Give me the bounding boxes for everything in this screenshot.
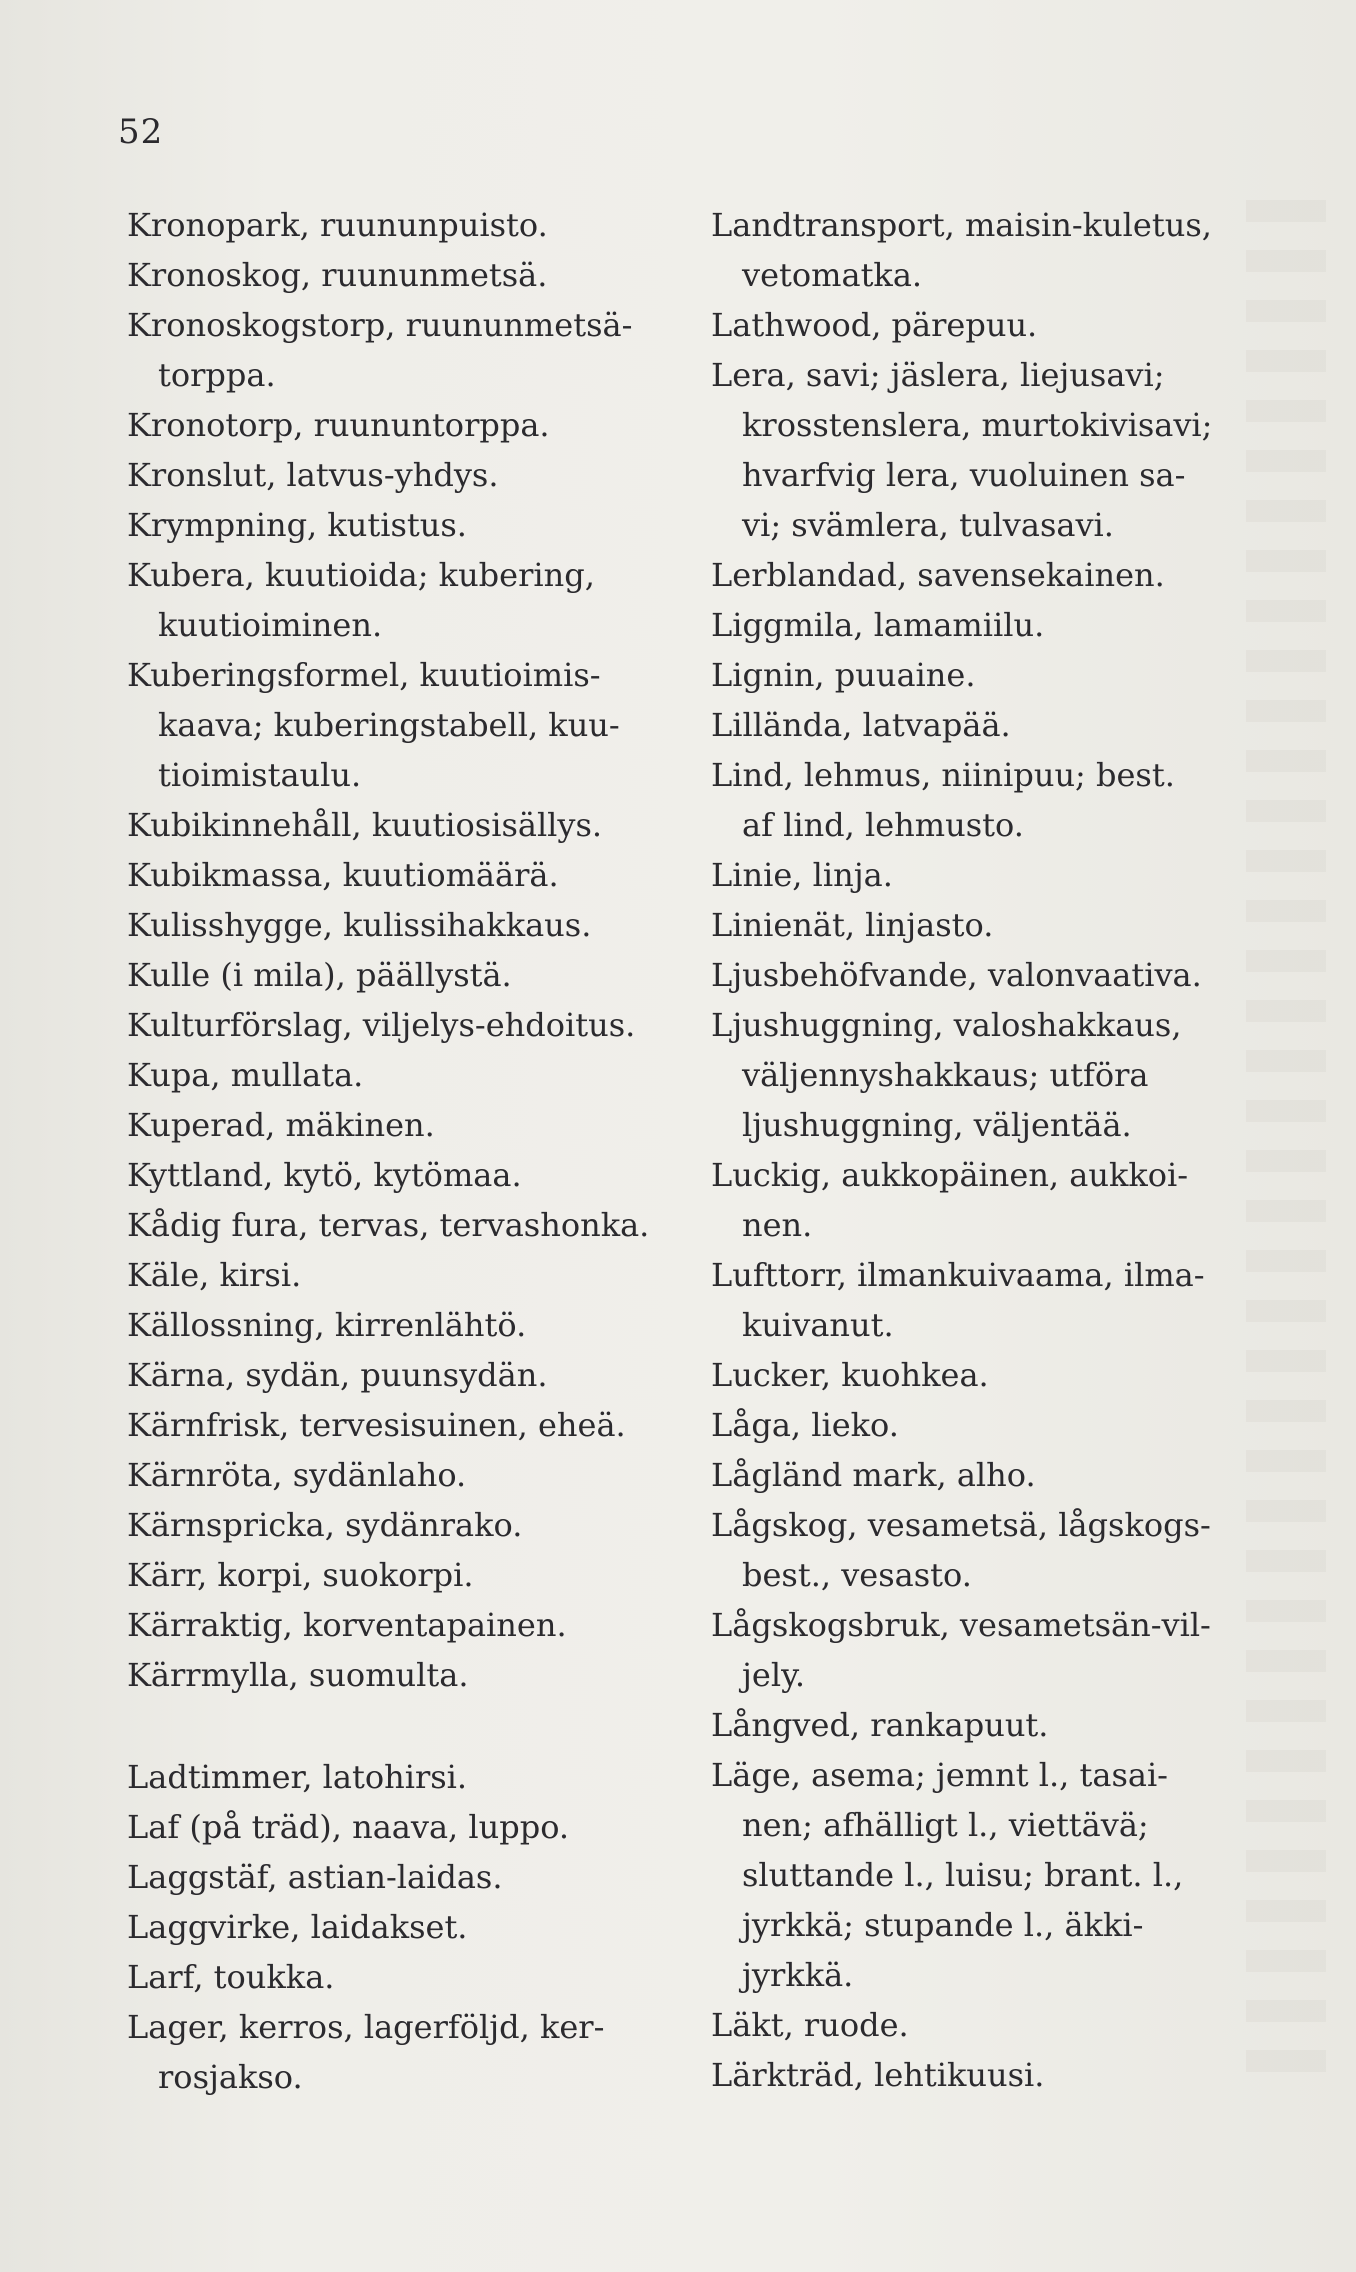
dictionary-entry: Luckig, aukkopäinen, aukkoi- nen. xyxy=(711,1156,1189,1244)
dictionary-entry: Långved, rankapuut. xyxy=(711,1706,1049,1744)
right-column xyxy=(711,200,1251,2100)
dictionary-entry: Lager, kerros, lagerföljd, ker- rosjakso. xyxy=(127,2008,605,2096)
dictionary-entry: Kronotorp, ruununtorppa. xyxy=(127,406,550,444)
dictionary-entry: Läge, asema; jemnt l., tasai- nen; afhälligt l., viettävä; sluttande l., luisu; brant. l., jyrkkä; stupande l., äkki- jyrkkä. xyxy=(711,1756,1184,1994)
dictionary-entry: Kulturförslag, viljelys-ehdoitus. xyxy=(127,1006,636,1044)
dictionary-entry: Linienät, linjasto. xyxy=(711,906,994,944)
dictionary-entry: Ljushuggning, valoshakkaus, väljennyshakkaus; utföra ljushuggning, väljentää. xyxy=(711,1006,1182,1144)
dictionary-entry: Kubikmassa, kuutiomäärä. xyxy=(127,856,559,894)
dictionary-entry: Kronopark, ruununpuisto. xyxy=(127,206,548,244)
dictionary-entry: Laggvirke, laidakset. xyxy=(127,1908,468,1946)
dictionary-entry: Krympning, kutistus. xyxy=(127,506,467,544)
left-column xyxy=(127,200,687,2102)
dictionary-entry: Larf, toukka. xyxy=(127,1958,335,1996)
left-entries-l xyxy=(127,1752,687,2102)
left-entries-k xyxy=(127,200,687,1700)
dictionary-entry: Lågskog, vesametsä, lågskogs- best., vesasto. xyxy=(711,1506,1211,1594)
dictionary-entry: Lucker, kuohkea. xyxy=(711,1356,989,1394)
dictionary-entry: Lågländ mark, alho. xyxy=(711,1456,1036,1494)
right-entries-l xyxy=(711,200,1251,2100)
dictionary-entry: Laf (på träd), naava, luppo. xyxy=(127,1808,570,1846)
dictionary-entry: Käle, kirsi. xyxy=(127,1256,302,1294)
dictionary-entry: Lufttorr, ilmankuivaama, ilma- kuivanut. xyxy=(711,1256,1205,1344)
dictionary-entry: Kådig fura, tervas, tervashonka. xyxy=(127,1206,650,1244)
dictionary-entry: Låga, lieko. xyxy=(711,1406,899,1444)
dictionary-entry: Kubikinnehåll, kuutiosisällys. xyxy=(127,806,603,844)
dictionary-entry: Kärraktig, korventapainen. xyxy=(127,1606,567,1644)
dictionary-entry: Kronslut, latvus-yhdys. xyxy=(127,456,499,494)
dictionary-entry: Lärkträd, lehtikuusi. xyxy=(711,2056,1045,2094)
dictionary-entry: Kärr, korpi, suokorpi. xyxy=(127,1556,474,1594)
dictionary-entry: Ladtimmer, latohirsi. xyxy=(127,1758,468,1796)
dictionary-entry: Lågskogsbruk, vesametsän-vil- jely. xyxy=(711,1606,1211,1694)
dictionary-entry: Lerblandad, savensekainen. xyxy=(711,556,1165,594)
dictionary-entry: Kulisshygge, kulissihakkaus. xyxy=(127,906,592,944)
dictionary-entry: Lind, lehmus, niinipuu; best. af lind, lehmusto. xyxy=(711,756,1175,844)
dictionary-entry: Kärnspricka, sydänrako. xyxy=(127,1506,523,1544)
dictionary-entry: Kuperad, mäkinen. xyxy=(127,1106,435,1144)
dictionary-entry: Kärrmylla, suomulta. xyxy=(127,1656,469,1694)
dictionary-entry: Lera, savi; jäslera, liejusavi; krosstenslera, murtokivisavi; hvarfvig lera, vuoluinen sa- vi; svämlera, tulvasavi. xyxy=(711,356,1213,544)
dictionary-entry: Kronoskog, ruununmetsä. xyxy=(127,256,548,294)
dictionary-entry: Kronoskogstorp, ruununmetsä- torppa. xyxy=(127,306,633,394)
dictionary-entry: Kärnfrisk, tervesisuinen, eheä. xyxy=(127,1406,626,1444)
dictionary-entry: Kuberingsformel, kuutioimis- kaava; kuberingstabell, kuu- tioimistaulu. xyxy=(127,656,620,794)
dictionary-entry: Kulle (i mila), päällystä. xyxy=(127,956,512,994)
dictionary-entry: Lignin, puuaine. xyxy=(711,656,976,694)
dictionary-entry: Liggmila, lamamiilu. xyxy=(711,606,1045,644)
page-number: 52 xyxy=(118,112,164,152)
dictionary-entry: Läkt, ruode. xyxy=(711,2006,909,2044)
dictionary-entry: Ljusbehöfvande, valonvaativa. xyxy=(711,956,1202,994)
dictionary-entry: Kupa, mullata. xyxy=(127,1056,364,1094)
dictionary-entry: Kyttland, kytö, kytömaa. xyxy=(127,1156,522,1194)
dictionary-entry: Kärnröta, sydänlaho. xyxy=(127,1456,467,1494)
dictionary-entry: Landtransport, maisin-kuletus, vetomatka. xyxy=(711,206,1212,294)
dictionary-entry: Laggstäf, astian-laidas. xyxy=(127,1858,503,1896)
dictionary-entry: Linie, linja. xyxy=(711,856,893,894)
dictionary-entry: Lillända, latvapää. xyxy=(711,706,1011,744)
bleed-through-shading xyxy=(1246,200,1326,2100)
dictionary-entry: Kärna, sydän, puunsydän. xyxy=(127,1356,548,1394)
dictionary-entry: Kubera, kuutioida; kubering, kuutioiminen. xyxy=(127,556,595,644)
dictionary-entry: Källossning, kirrenlähtö. xyxy=(127,1306,527,1344)
dictionary-entry: Lathwood, pärepuu. xyxy=(711,306,1038,344)
section-gap xyxy=(127,1700,687,1752)
